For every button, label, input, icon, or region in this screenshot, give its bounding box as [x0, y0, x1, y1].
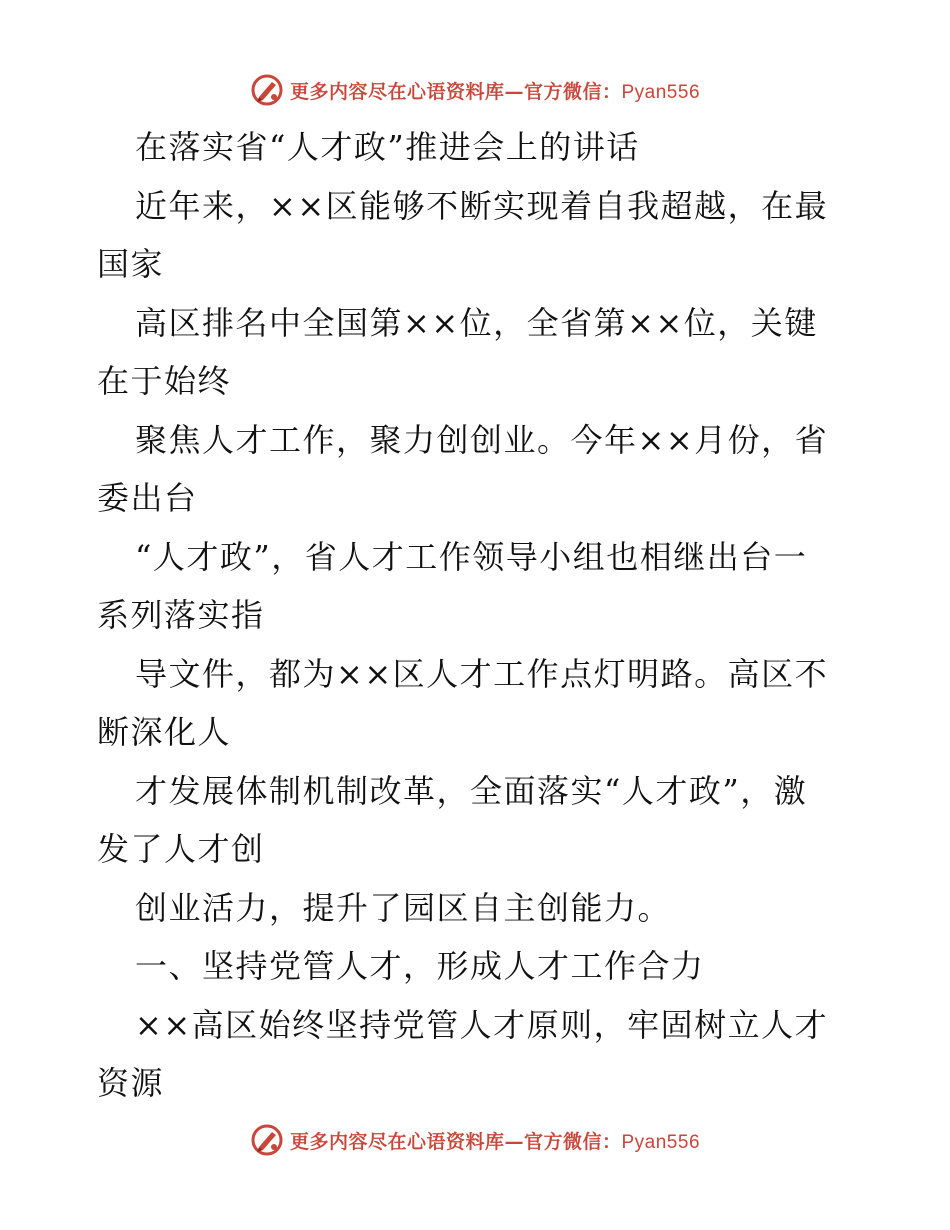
document-body: [97, 118, 857, 1113]
watermark-text: 更多内容尽在心语资料库—官方微信：Pyan556: [289, 1130, 701, 1153]
text-line: 高区排名中全国第××位，全省第××位，关键: [135, 303, 818, 342]
text-line: 发了人才创: [97, 830, 265, 868]
text-line: 委出台: [97, 479, 198, 517]
pen-logo-icon: [250, 73, 284, 107]
text-line: 创业活力，提升了园区自主创能力。: [135, 888, 672, 927]
watermark-text: 更多内容尽在心语资料库—官方微信：Pyan556: [289, 80, 701, 103]
text-line: 系列落实指: [97, 596, 265, 634]
text-line: 在于始终: [97, 362, 232, 400]
text-line: 断深化人: [97, 713, 232, 751]
text-line: 聚焦人才工作，聚力创创业。今年××月份，省: [135, 420, 829, 459]
footer-watermark: [0, 1120, 950, 1160]
section-heading: 一、坚持党管人才，形成人才工作合力: [135, 947, 705, 985]
text-line: 才发展体制机制改革，全面落实“人才政”，激: [135, 771, 808, 810]
header-watermark: [0, 70, 950, 110]
text-line: 导文件，都为××区人才工作点灯明路。高区不: [135, 654, 829, 693]
document-title: 在落实省“人才政”推进会上的讲话: [135, 128, 640, 166]
text-line: ××高区始终坚持党管人才原则，牢固树立人才: [135, 1005, 829, 1044]
text-line: 国家: [97, 245, 165, 283]
text-line: 近年来，××区能够不断实现着自我超越，在最: [135, 186, 829, 225]
text-line: “人才政”，省人才工作领导小组也相继出台一: [135, 537, 808, 576]
pen-logo-icon: [250, 1123, 284, 1157]
text-line: 资源: [97, 1064, 165, 1102]
